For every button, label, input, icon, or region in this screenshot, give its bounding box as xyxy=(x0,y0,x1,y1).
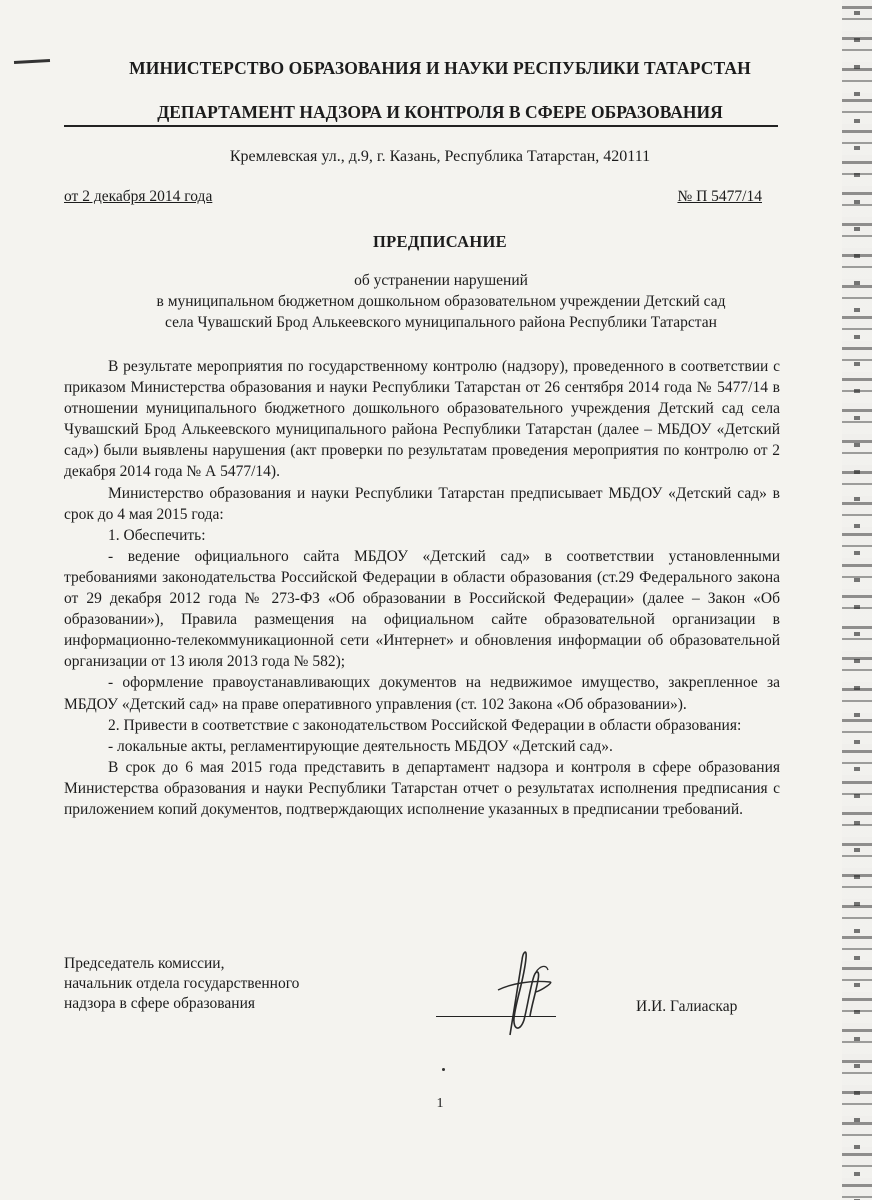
paragraph-local-acts: - локальные акты, регламентирующие деятельность МБДОУ «Детский сад». xyxy=(108,737,613,755)
paragraph-property: - оформление правоустанавливающих документов на недвижимое имущество, закрепленное за МБДОУ «Детский сад» на праве оперативного управления (ст. 102 Закона «Об образовании»). xyxy=(64,674,780,713)
signature-line xyxy=(436,1016,556,1017)
document-subtitle xyxy=(56,270,826,333)
paragraph-findings: В результате мероприятия по государственному контролю (надзору), проведенного в соответствии с приказом Министерства образования и науки Республики Татарстан от 26 сентября 2014 года № 5477/14 в отношении муниципального бюджетного дошкольного образовательного учреждения Детский сад села Чувашский Брод Алькеевского муниципального района Республики Татарстан (далее – МБДОУ «Детский сад») были выявлены нарушения (акт проверки по результатам проведения мероприятия по контролю от 2 декабря 2014 года № А 5477/14). xyxy=(64,358,780,481)
document-body xyxy=(64,356,780,820)
page-number: 1 xyxy=(436,1096,444,1111)
signatory-title xyxy=(64,954,299,1014)
handwritten-signature xyxy=(480,940,570,1050)
ink-dot xyxy=(442,1068,445,1071)
subtitle-line-1: об устранении нарушений xyxy=(354,272,528,289)
signatory-line-3: надзора в сфере образования xyxy=(64,995,255,1012)
scan-edge-artifact-dark xyxy=(854,0,860,1200)
ministry-header: МИНИСТЕРСТВО ОБРАЗОВАНИЯ И НАУКИ РЕСПУБЛИКИ ТАТАРСТАН xyxy=(129,58,751,78)
paragraph-order: Министерство образования и науки Республики Татарстан предписывает МБДОУ «Детский сад» в срок до 4 мая 2015 года: xyxy=(64,484,780,523)
document-number: № П 5477/14 xyxy=(677,188,762,205)
paragraph-item-2: 2. Привести в соответствие с законодательством Российской Федерации в области образования: xyxy=(108,716,742,734)
address: Кремлевская ул., д.9, г. Казань, Республика Татарстан, 420111 xyxy=(229,148,651,165)
signatory-line-2: начальник отдела государственного xyxy=(64,975,300,992)
corner-mark xyxy=(14,59,50,64)
document-date: от 2 декабря 2014 года xyxy=(64,188,213,205)
subtitle-line-3: села Чувашский Брод Алькеевского муниципального района Республики Татарстан xyxy=(165,314,717,331)
paragraph-website: - ведение официального сайта МБДОУ «Детский сад» в соответствии установленными требованиями законодательства Российской Федерации в области образования (ст.29 Федерального закона от 29 декабря 2012 года № 273-ФЗ «Об образовании в Российской Федерации» (далее – Закон «Об образовании»), Правила размещения на официальном сайте образовательной организации в информационно-телекоммуникационной сети «Интернет» и обновления информации об образовательной организации от 13 июля 2013 года № 582); xyxy=(64,547,780,671)
paragraph-report: В срок до 6 мая 2015 года представить в департамент надзора и контроля в сфере образования Министерства образования и науки Республики Татарстан отчет о результатах исполнения предписания с приложением копий документов, подтверждающих исполнение указанных в предписании требований. xyxy=(64,758,780,818)
signatory-line-1: Председатель комиссии, xyxy=(64,955,225,972)
signer-name: И.И. Галиаскар xyxy=(636,998,738,1015)
header-divider xyxy=(64,125,778,127)
document-title: ПРЕДПИСАНИЕ xyxy=(373,232,507,251)
department-header: ДЕПАРТАМЕНТ НАДЗОРА И КОНТРОЛЯ В СФЕРЕ ОБРАЗОВАНИЯ xyxy=(157,102,723,122)
paragraph-item-1: 1. Обеспечить: xyxy=(108,526,206,544)
subtitle-line-2: в муниципальном бюджетном дошкольном образовательном учреждении Детский сад xyxy=(156,293,726,310)
